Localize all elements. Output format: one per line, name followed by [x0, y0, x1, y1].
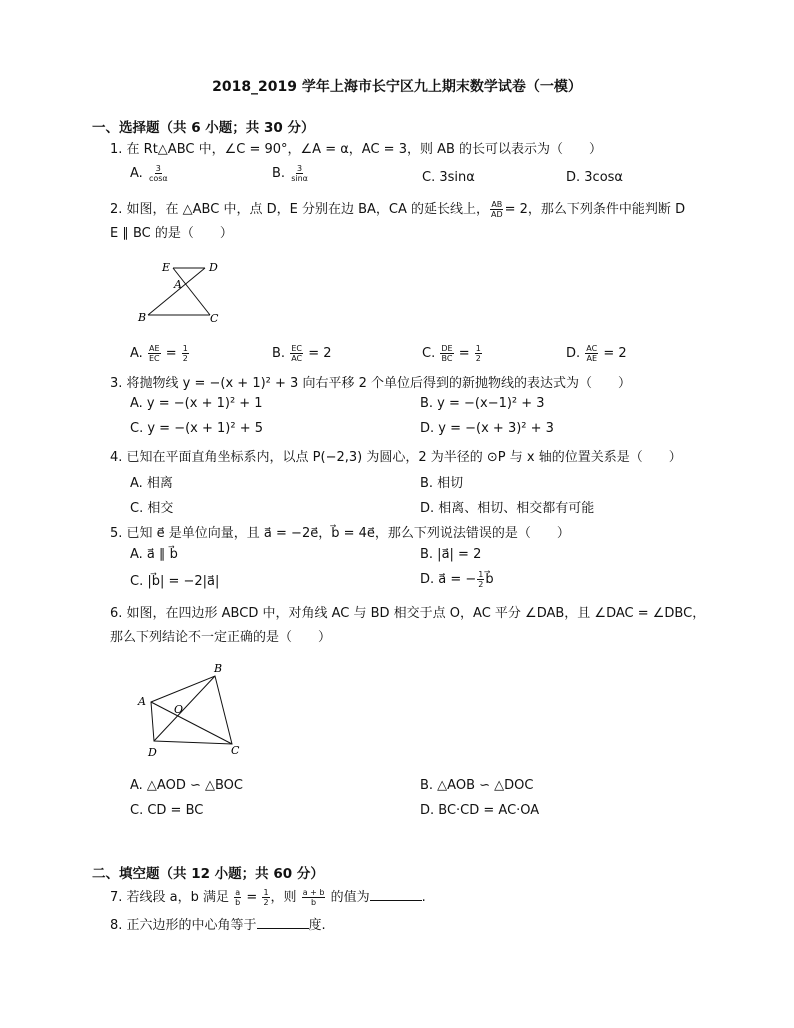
- q4-option-a: A. 相离: [130, 476, 173, 491]
- question-3-stem: 3. 将抛物线 y = −(x + 1)² + 3 向右平移 2 个单位后得到的新抛物线的表达式为（ ）: [110, 376, 631, 391]
- q2-option-d: D. $\frac{AC}{AE}$ = 2: [566, 344, 627, 363]
- q6-option-a: A. △AOD ∽ △BOC: [130, 778, 243, 793]
- question-1-stem: 1. 在 Rt△ABC 中，∠C = 90°，∠A = α，AC = 3，则 AB 的长可以表示为（ ）: [110, 142, 603, 157]
- label-D: D: [148, 746, 157, 759]
- q6-option-c: C. CD = BC: [130, 803, 204, 818]
- q3-option-a: A. y = −(x + 1)² + 1: [130, 396, 263, 411]
- label-A: A: [138, 695, 146, 708]
- question-4-stem: 4. 已知在平面直角坐标系内，以点 P(−2,3) 为圆心，2 为半径的 ⊙P 与 x 轴的位置关系是（ ）: [110, 450, 682, 465]
- question-6-stem: 6. 如图，在四边形 ABCD 中，对角线 AC 与 BD 相交于点 O，AC 平分 ∠DAB，且 ∠DAC = ∠DBC， 那么下列结论不一定正确的是（ ）: [110, 606, 706, 645]
- q6-option-d: D. BC·CD = AC·OA: [420, 803, 540, 818]
- label-D: D: [209, 261, 218, 274]
- q1-option-b: [272, 164, 310, 183]
- q3-option-b: B. y = −(x−1)² + 3: [420, 396, 545, 411]
- q2-option-c: C. $\frac{DE}{BC}$ = $\frac{1}{2}$: [422, 344, 481, 363]
- q2-option-a: A. $\frac{AE}{EC}$ = $\frac{1}{2}$: [130, 344, 188, 363]
- label-C: C: [231, 744, 240, 757]
- fraction: $\frac{3}{\cos\alpha}$: [148, 164, 168, 183]
- q6-figure: [130, 660, 250, 760]
- label-B: B: [214, 662, 223, 675]
- page-title: 2018_2019 学年上海市长宁区九上期末数学试卷（一模）: [212, 79, 582, 95]
- q4-option-c: C. 相交: [130, 501, 174, 516]
- q4-option-d: D. 相离、相切、相交都有可能: [420, 501, 595, 516]
- section-heading-choice: 一、选择题（共 6 小题；共 30 分）: [92, 120, 315, 136]
- q1-option-c: C. 3sinα: [422, 170, 475, 185]
- question-5-stem: 5. 已知 e⃗ 是单位向量，且 a⃗ = −2e⃗，b⃗ = 4e⃗，那么下列说法错误的是（ ）: [110, 526, 570, 541]
- label-E: E: [162, 261, 171, 274]
- option-label: B.: [272, 166, 286, 181]
- question-7-stem: 7. 若线段 a，b 满足 $\frac{a}{b}$ = $\frac{1}{2}$ ，则 $\frac{a + b}{b}$ 的值为 .: [110, 888, 426, 907]
- q4-option-b: B. 相切: [420, 476, 464, 491]
- fraction: $\frac{3}{\sin\alpha}$: [291, 164, 308, 183]
- answer-blank[interactable]: [370, 888, 422, 901]
- answer-blank[interactable]: [257, 916, 309, 929]
- option-label: A.: [130, 166, 143, 181]
- q1-option-d: D. 3cosα: [566, 170, 623, 185]
- q3-option-d: D. y = −(x + 3)² + 3: [420, 421, 554, 436]
- q5-option-c: C. |b⃗| = −2|a⃗|: [130, 574, 220, 589]
- q5-option-a: A. a⃗ ∥ b⃗: [130, 547, 178, 562]
- q2-option-b: B. $\frac{EC}{AC}$ = 2: [272, 344, 332, 363]
- q2-figure: [130, 258, 230, 328]
- q6-option-b: B. △AOB ∽ △DOC: [420, 778, 534, 793]
- q5-option-d: D. a⃗ = − $\frac{1}{2}$ b⃗: [420, 570, 494, 589]
- section-heading-fill: 二、填空题（共 12 小题；共 60 分）: [92, 866, 324, 882]
- fraction: $\frac{AB}{AD}$: [491, 200, 503, 219]
- label-C: C: [210, 312, 219, 325]
- question-2-stem: 2. 如图，在 △ABC 中，点 D，E 分别在边 BA，CA 的延长线上， $\frac{AB}{AD}$ = 2，那么下列条件中能判断 D E ∥ BC 的是（ ）: [110, 200, 686, 241]
- q3-option-c: C. y = −(x + 1)² + 5: [130, 421, 263, 436]
- q5-option-b: B. |a⃗| = 2: [420, 547, 482, 562]
- label-O: O: [174, 703, 184, 716]
- label-A: A: [174, 278, 182, 291]
- question-8-stem: 8. 正六边形的中心角等于 度.: [110, 918, 326, 933]
- q1-option-a: [130, 164, 170, 183]
- label-B: B: [138, 311, 147, 324]
